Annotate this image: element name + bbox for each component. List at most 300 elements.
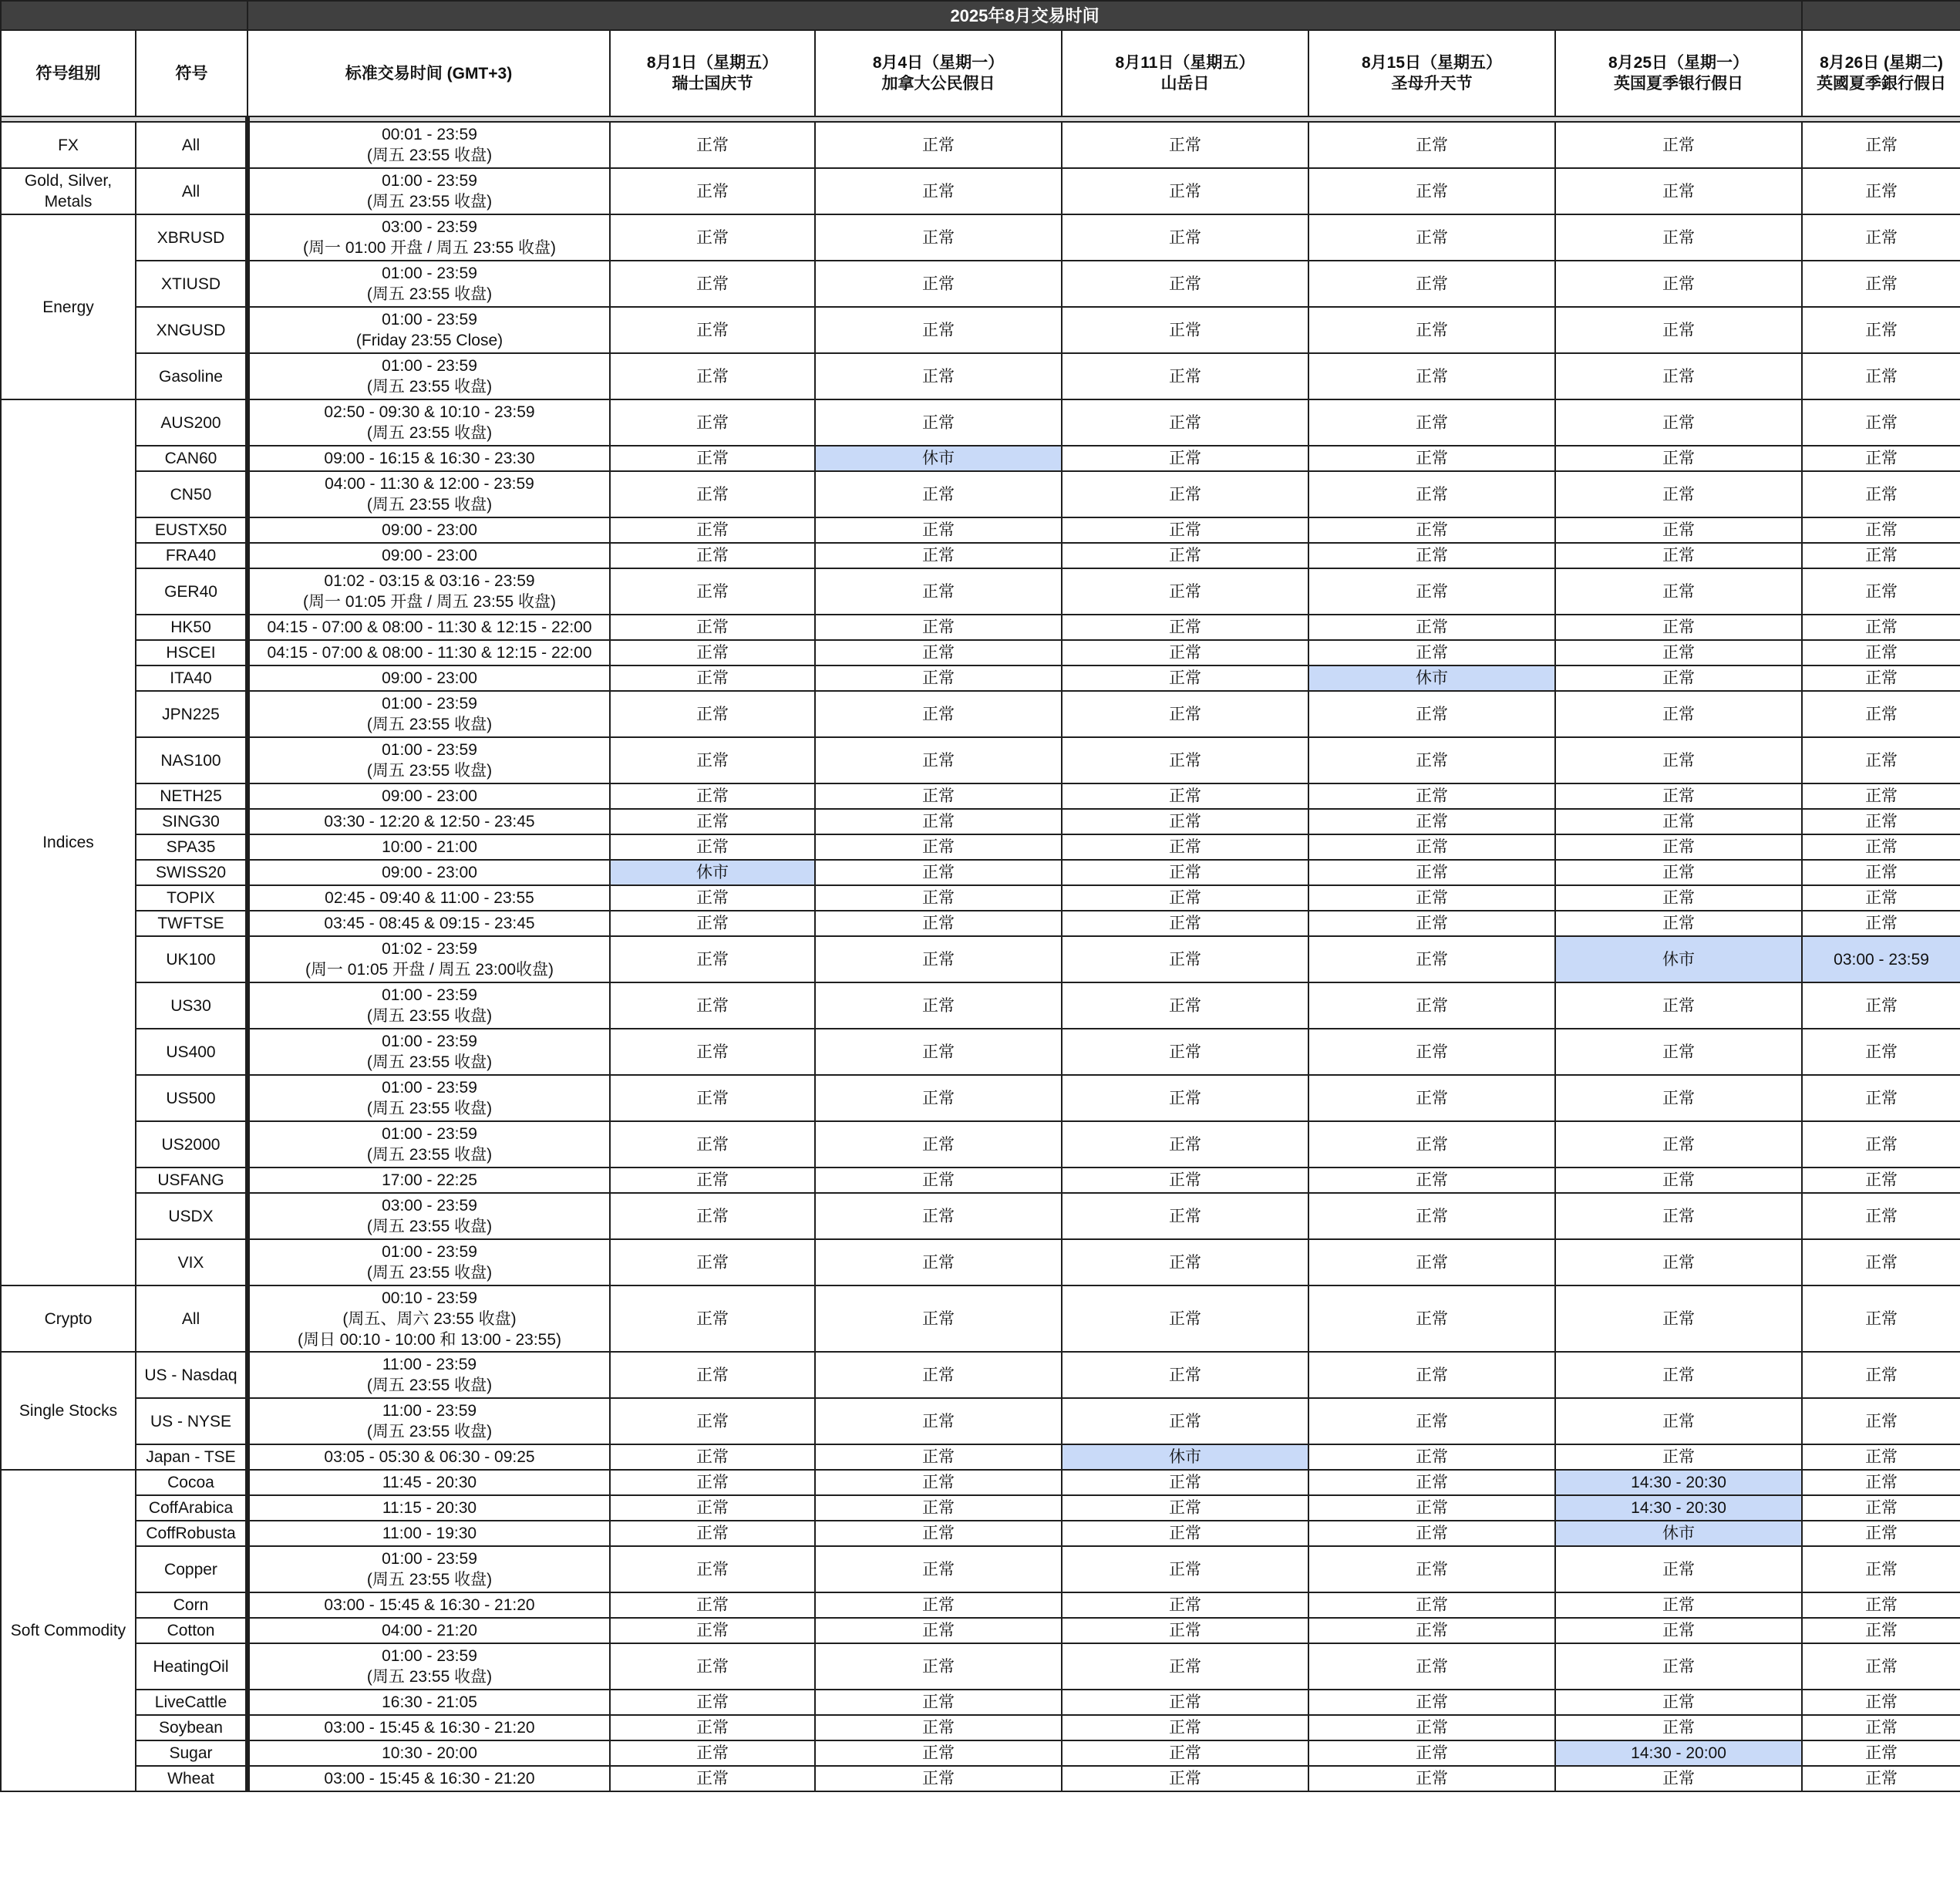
status-cell: 正常 [1308,214,1555,261]
status-cell: 正常 [1802,1592,1960,1618]
status-cell: 正常 [1802,471,1960,517]
status-cell: 正常 [1308,1766,1555,1791]
standard-hours-cell: 01:00 - 23:59 (周五 23:55 收盘) [248,1643,610,1690]
status-cell: 正常 [1555,1168,1802,1193]
status-cell: 正常 [815,1592,1062,1618]
status-cell: 正常 [815,783,1062,809]
status-cell: 正常 [1308,1643,1555,1690]
standard-hours-cell: 01:00 - 23:59 (Friday 23:55 Close) [248,307,610,353]
status-cell: 正常 [1802,1618,1960,1643]
table-row [1,691,1960,737]
standard-hours-cell: 10:00 - 21:00 [248,834,610,860]
status-cell: 正常 [1308,1444,1555,1470]
status-cell: 正常 [815,168,1062,214]
status-cell: 正常 [1308,1618,1555,1643]
standard-hours-cell: 03:00 - 23:59 (周一 01:00 开盘 / 周五 23:55 收盘) [248,214,610,261]
status-cell: 正常 [1802,353,1960,399]
status-cell: 正常 [1062,691,1308,737]
status-cell: 正常 [1802,737,1960,783]
status-cell: 正常 [1308,1398,1555,1444]
symbol-cell: Sugar [136,1740,248,1766]
table-row [1,1444,1960,1470]
status-cell: 正常 [1802,1470,1960,1495]
status-cell: 14:30 - 20:30 [1555,1495,1802,1521]
standard-hours-cell: 01:00 - 23:59 (周五 23:55 收盘) [248,1075,610,1121]
status-cell: 正常 [1555,1592,1802,1618]
status-cell: 正常 [1308,517,1555,543]
symbol-cell: USFANG [136,1168,248,1193]
status-cell: 正常 [1308,1546,1555,1592]
group-cell: FX [1,122,136,168]
status-cell: 正常 [610,1592,815,1618]
status-cell: 正常 [815,1168,1062,1193]
status-cell: 正常 [1308,911,1555,936]
status-cell: 正常 [610,1352,815,1398]
status-cell: 正常 [1062,1075,1308,1121]
status-cell: 正常 [1802,982,1960,1029]
status-cell: 正常 [815,353,1062,399]
status-cell: 正常 [610,1690,815,1715]
status-cell: 正常 [1062,1592,1308,1618]
symbol-cell: US - Nasdaq [136,1352,248,1398]
status-cell: 正常 [1062,168,1308,214]
status-cell: 正常 [610,568,815,615]
standard-hours-cell: 01:00 - 23:59 (周五 23:55 收盘) [248,353,610,399]
status-cell: 休市 [1062,1444,1308,1470]
symbol-cell: USDX [136,1193,248,1239]
status-cell: 正常 [1802,307,1960,353]
title-spacer [1,1,248,30]
status-cell: 正常 [815,1618,1062,1643]
status-cell: 正常 [1062,353,1308,399]
table-row [1,783,1960,809]
status-cell: 正常 [815,307,1062,353]
status-cell: 正常 [1062,399,1308,446]
status-cell: 正常 [610,122,815,168]
status-cell: 正常 [1062,640,1308,665]
status-cell: 正常 [1802,1546,1960,1592]
standard-hours-cell: 01:00 - 23:59 (周五 23:55 收盘) [248,691,610,737]
standard-hours-cell: 04:00 - 21:20 [248,1618,610,1643]
status-cell: 正常 [815,399,1062,446]
status-cell: 正常 [1062,1740,1308,1766]
standard-hours-cell: 02:45 - 09:40 & 11:00 - 23:55 [248,885,610,911]
status-cell: 正常 [1062,665,1308,691]
symbol-cell: Copper [136,1546,248,1592]
status-cell: 正常 [1308,399,1555,446]
status-cell: 正常 [815,471,1062,517]
status-cell: 正常 [1555,615,1802,640]
table-row [1,1766,1960,1791]
status-cell: 正常 [610,1740,815,1766]
standard-hours-cell: 00:01 - 23:59 (周五 23:55 收盘) [248,122,610,168]
standard-hours-cell: 01:00 - 23:59 (周五 23:55 收盘) [248,168,610,214]
status-cell: 正常 [815,665,1062,691]
status-cell: 正常 [1555,1029,1802,1075]
symbol-cell: LiveCattle [136,1690,248,1715]
table-row [1,1521,1960,1546]
status-cell: 正常 [1062,1546,1308,1592]
status-cell: 正常 [610,261,815,307]
status-cell: 正常 [1062,568,1308,615]
status-cell: 正常 [1802,517,1960,543]
status-cell: 正常 [815,1193,1062,1239]
status-cell: 正常 [815,1521,1062,1546]
symbol-cell: ITA40 [136,665,248,691]
group-cell: Gold, Silver, Metals [1,168,136,214]
status-cell: 正常 [1062,1715,1308,1740]
status-cell: 正常 [1555,261,1802,307]
status-cell: 正常 [1062,1168,1308,1193]
table-title: 2025年8月交易时间 [248,1,1802,30]
status-cell: 正常 [1555,691,1802,737]
symbol-cell: UK100 [136,936,248,982]
table-row [1,1643,1960,1690]
status-cell: 休市 [1555,1521,1802,1546]
standard-hours-cell: 01:02 - 03:15 & 03:16 - 23:59 (周一 01:05 开盘 / 周五 23:55 收盘) [248,568,610,615]
header-gap-right [248,116,1960,122]
standard-hours-cell: 02:50 - 09:30 & 10:10 - 23:59 (周五 23:55 收盘) [248,399,610,446]
status-cell: 正常 [815,1690,1062,1715]
status-cell: 正常 [1062,471,1308,517]
status-cell: 正常 [1308,1075,1555,1121]
standard-hours-cell: 00:10 - 23:59 (周五、周六 23:55 收盘) (周日 00:10 - 10:00 和 13:00 - 23:55) [248,1285,610,1352]
status-cell: 正常 [1555,737,1802,783]
table-row [1,1193,1960,1239]
status-cell: 正常 [1555,665,1802,691]
status-cell: 正常 [1802,1766,1960,1791]
status-cell: 正常 [815,860,1062,885]
status-cell: 正常 [1308,1470,1555,1495]
status-cell: 正常 [1308,446,1555,471]
symbol-cell: HK50 [136,615,248,640]
symbol-cell: US2000 [136,1121,248,1168]
status-cell: 正常 [815,911,1062,936]
table-row [1,307,1960,353]
table-row [1,1740,1960,1766]
status-cell: 正常 [815,517,1062,543]
status-cell: 正常 [1308,307,1555,353]
status-cell: 正常 [610,1193,815,1239]
table-row [1,1470,1960,1495]
status-cell: 正常 [1062,809,1308,834]
status-cell: 正常 [1308,353,1555,399]
status-cell: 正常 [1062,446,1308,471]
status-cell: 正常 [1308,1239,1555,1285]
status-cell: 正常 [1062,737,1308,783]
standard-hours-cell: 09:00 - 23:00 [248,517,610,543]
status-cell: 正常 [1062,982,1308,1029]
symbol-cell: SWISS20 [136,860,248,885]
status-cell: 14:30 - 20:00 [1555,1740,1802,1766]
standard-hours-cell: 03:00 - 15:45 & 16:30 - 21:20 [248,1715,610,1740]
header-date-3: 8月11日（星期五） 山岳日 [1062,30,1308,116]
standard-hours-cell: 09:00 - 23:00 [248,543,610,568]
status-cell: 正常 [1555,1715,1802,1740]
status-cell: 正常 [815,885,1062,911]
status-cell: 正常 [1555,568,1802,615]
table-row [1,936,1960,982]
table-row [1,1029,1960,1075]
symbol-cell: CoffRobusta [136,1521,248,1546]
status-cell: 正常 [1802,1495,1960,1521]
status-cell: 正常 [610,471,815,517]
status-cell: 正常 [1555,446,1802,471]
status-cell: 正常 [1802,1643,1960,1690]
symbol-cell: CN50 [136,471,248,517]
standard-hours-cell: 03:45 - 08:45 & 09:15 - 23:45 [248,911,610,936]
status-cell: 正常 [1062,615,1308,640]
status-cell: 正常 [610,1715,815,1740]
standard-hours-cell: 11:00 - 23:59 (周五 23:55 收盘) [248,1352,610,1398]
status-cell: 正常 [1062,885,1308,911]
standard-hours-cell: 04:15 - 07:00 & 08:00 - 11:30 & 12:15 - 22:00 [248,615,610,640]
status-cell: 正常 [1555,122,1802,168]
status-cell: 正常 [1802,665,1960,691]
status-cell: 正常 [610,1239,815,1285]
status-cell: 正常 [1555,1193,1802,1239]
status-cell: 正常 [610,399,815,446]
status-cell: 正常 [1802,1398,1960,1444]
standard-hours-cell: 10:30 - 20:00 [248,1740,610,1766]
table-row [1,1168,1960,1193]
table-row [1,615,1960,640]
status-cell: 正常 [1555,307,1802,353]
status-cell: 正常 [610,691,815,737]
status-cell: 正常 [1555,1075,1802,1121]
status-cell: 正常 [1062,1239,1308,1285]
status-cell: 正常 [815,1444,1062,1470]
status-cell: 正常 [610,640,815,665]
header-standard-hours: 标准交易时间 (GMT+3) [248,30,610,116]
status-cell: 正常 [1802,122,1960,168]
status-cell: 正常 [610,1029,815,1075]
status-cell: 正常 [610,517,815,543]
standard-hours-cell: 03:05 - 05:30 & 06:30 - 09:25 [248,1444,610,1470]
status-cell: 正常 [1802,1521,1960,1546]
status-cell: 正常 [610,446,815,471]
symbol-cell: US30 [136,982,248,1029]
status-cell: 正常 [610,1285,815,1352]
symbol-cell: Japan - TSE [136,1444,248,1470]
status-cell: 正常 [1062,1285,1308,1352]
status-cell: 正常 [1062,1618,1308,1643]
status-cell: 正常 [1308,471,1555,517]
table-row [1,640,1960,665]
symbol-cell: VIX [136,1239,248,1285]
status-cell: 正常 [610,1643,815,1690]
status-cell: 正常 [610,543,815,568]
symbol-cell: CoffArabica [136,1495,248,1521]
table-row [1,1075,1960,1121]
status-cell: 正常 [1555,1121,1802,1168]
table-row [1,1121,1960,1168]
symbol-cell: All [136,1285,248,1352]
status-cell: 正常 [815,1495,1062,1521]
table-row [1,446,1960,471]
status-cell: 正常 [610,1521,815,1546]
status-cell: 正常 [610,1075,815,1121]
status-cell: 正常 [1802,1740,1960,1766]
status-cell: 正常 [1555,1352,1802,1398]
table-row [1,982,1960,1029]
table-row [1,1398,1960,1444]
symbol-cell: All [136,122,248,168]
symbol-cell: TOPIX [136,885,248,911]
status-cell: 14:30 - 20:30 [1555,1470,1802,1495]
status-cell: 正常 [1802,640,1960,665]
status-cell: 正常 [1802,568,1960,615]
status-cell: 正常 [1062,860,1308,885]
status-cell: 正常 [815,834,1062,860]
status-cell: 正常 [1308,1592,1555,1618]
status-cell: 正常 [815,568,1062,615]
status-cell: 正常 [1308,737,1555,783]
status-cell: 正常 [610,737,815,783]
status-cell: 正常 [1555,783,1802,809]
status-cell: 正常 [1308,1521,1555,1546]
symbol-cell: GER40 [136,568,248,615]
status-cell: 正常 [610,936,815,982]
status-cell: 正常 [1308,1715,1555,1740]
status-cell: 正常 [1308,691,1555,737]
header-group: 符号组别 [1,30,136,116]
status-cell: 正常 [1308,1495,1555,1521]
status-cell: 正常 [1802,399,1960,446]
status-cell: 正常 [1308,783,1555,809]
standard-hours-cell: 16:30 - 21:05 [248,1690,610,1715]
status-cell: 正常 [815,1715,1062,1740]
status-cell: 正常 [815,1352,1062,1398]
table-row [1,665,1960,691]
status-cell: 正常 [1802,1121,1960,1168]
status-cell: 正常 [1802,1352,1960,1398]
status-cell: 正常 [1555,860,1802,885]
status-cell: 正常 [1062,1029,1308,1075]
status-cell: 正常 [610,1168,815,1193]
table-row [1,353,1960,399]
status-cell: 休市 [610,860,815,885]
status-cell: 正常 [610,615,815,640]
symbol-cell: Cotton [136,1618,248,1643]
table-row [1,517,1960,543]
status-cell: 正常 [1062,543,1308,568]
symbol-cell: TWFTSE [136,911,248,936]
status-cell: 正常 [1555,911,1802,936]
group-cell: Indices [1,399,136,1285]
status-cell: 正常 [1062,1193,1308,1239]
status-cell: 正常 [1062,936,1308,982]
status-cell: 正常 [1802,168,1960,214]
table-row [1,122,1960,168]
status-cell: 正常 [1802,615,1960,640]
status-cell: 正常 [1555,1618,1802,1643]
status-cell: 正常 [1802,1075,1960,1121]
standard-hours-cell: 01:00 - 23:59 (周五 23:55 收盘) [248,1121,610,1168]
table-row [1,737,1960,783]
standard-hours-cell: 01:00 - 23:59 (周五 23:55 收盘) [248,1546,610,1592]
header-date-6: 8月26日 (星期二) 英國夏季銀行假日 [1802,30,1960,116]
table-row [1,1618,1960,1643]
header-date-4: 8月15日（星期五） 圣母升天节 [1308,30,1555,116]
status-cell: 正常 [1308,568,1555,615]
symbol-cell: AUS200 [136,399,248,446]
status-cell: 正常 [815,982,1062,1029]
status-cell: 正常 [1802,261,1960,307]
status-cell: 正常 [610,214,815,261]
table-row [1,1352,1960,1398]
table-row [1,168,1960,214]
status-cell: 正常 [610,353,815,399]
status-cell: 正常 [610,1444,815,1470]
table-row [1,809,1960,834]
status-cell: 休市 [1308,665,1555,691]
standard-hours-cell: 11:15 - 20:30 [248,1495,610,1521]
status-cell: 正常 [1555,399,1802,446]
status-cell: 正常 [815,1239,1062,1285]
status-cell: 正常 [610,911,815,936]
symbol-cell: HSCEI [136,640,248,665]
status-cell: 正常 [1062,834,1308,860]
status-cell: 正常 [1555,640,1802,665]
status-cell: 正常 [1802,1715,1960,1740]
status-cell: 正常 [1555,1690,1802,1715]
table-row [1,399,1960,446]
status-cell: 正常 [1062,1690,1308,1715]
status-cell: 正常 [610,168,815,214]
status-cell: 正常 [1802,1029,1960,1075]
standard-hours-cell: 11:00 - 23:59 (周五 23:55 收盘) [248,1398,610,1444]
status-cell: 正常 [1802,691,1960,737]
status-cell: 正常 [1308,261,1555,307]
status-cell: 正常 [1062,307,1308,353]
symbol-cell: EUSTX50 [136,517,248,543]
status-cell: 正常 [815,1285,1062,1352]
table-row [1,568,1960,615]
standard-hours-cell: 17:00 - 22:25 [248,1168,610,1193]
header-gap [1,116,248,122]
status-cell: 正常 [1555,809,1802,834]
table-row [1,1546,1960,1592]
status-cell: 正常 [1555,517,1802,543]
symbol-cell: SPA35 [136,834,248,860]
status-cell: 正常 [815,1398,1062,1444]
status-cell: 正常 [815,1470,1062,1495]
standard-hours-cell: 01:02 - 23:59 (周一 01:05 开盘 / 周五 23:00收盘) [248,936,610,982]
symbol-cell: SING30 [136,809,248,834]
symbol-cell: HeatingOil [136,1643,248,1690]
status-cell: 正常 [610,1470,815,1495]
status-cell: 正常 [1308,1690,1555,1715]
status-cell: 正常 [1308,860,1555,885]
standard-hours-cell: 01:00 - 23:59 (周五 23:55 收盘) [248,1239,610,1285]
table-row [1,885,1960,911]
status-cell: 正常 [1555,834,1802,860]
status-cell: 正常 [610,1121,815,1168]
group-cell: Soft Commodity [1,1470,136,1791]
title-spacer-right [1802,1,1960,30]
table-row [1,1592,1960,1618]
status-cell: 正常 [815,1643,1062,1690]
symbol-cell: US500 [136,1075,248,1121]
status-cell: 正常 [1802,446,1960,471]
status-cell: 正常 [815,261,1062,307]
status-cell: 正常 [1802,911,1960,936]
status-cell: 正常 [1308,615,1555,640]
standard-hours-cell: 03:00 - 15:45 & 16:30 - 21:20 [248,1766,610,1791]
standard-hours-cell: 09:00 - 16:15 & 16:30 - 23:30 [248,446,610,471]
status-cell: 正常 [815,1766,1062,1791]
